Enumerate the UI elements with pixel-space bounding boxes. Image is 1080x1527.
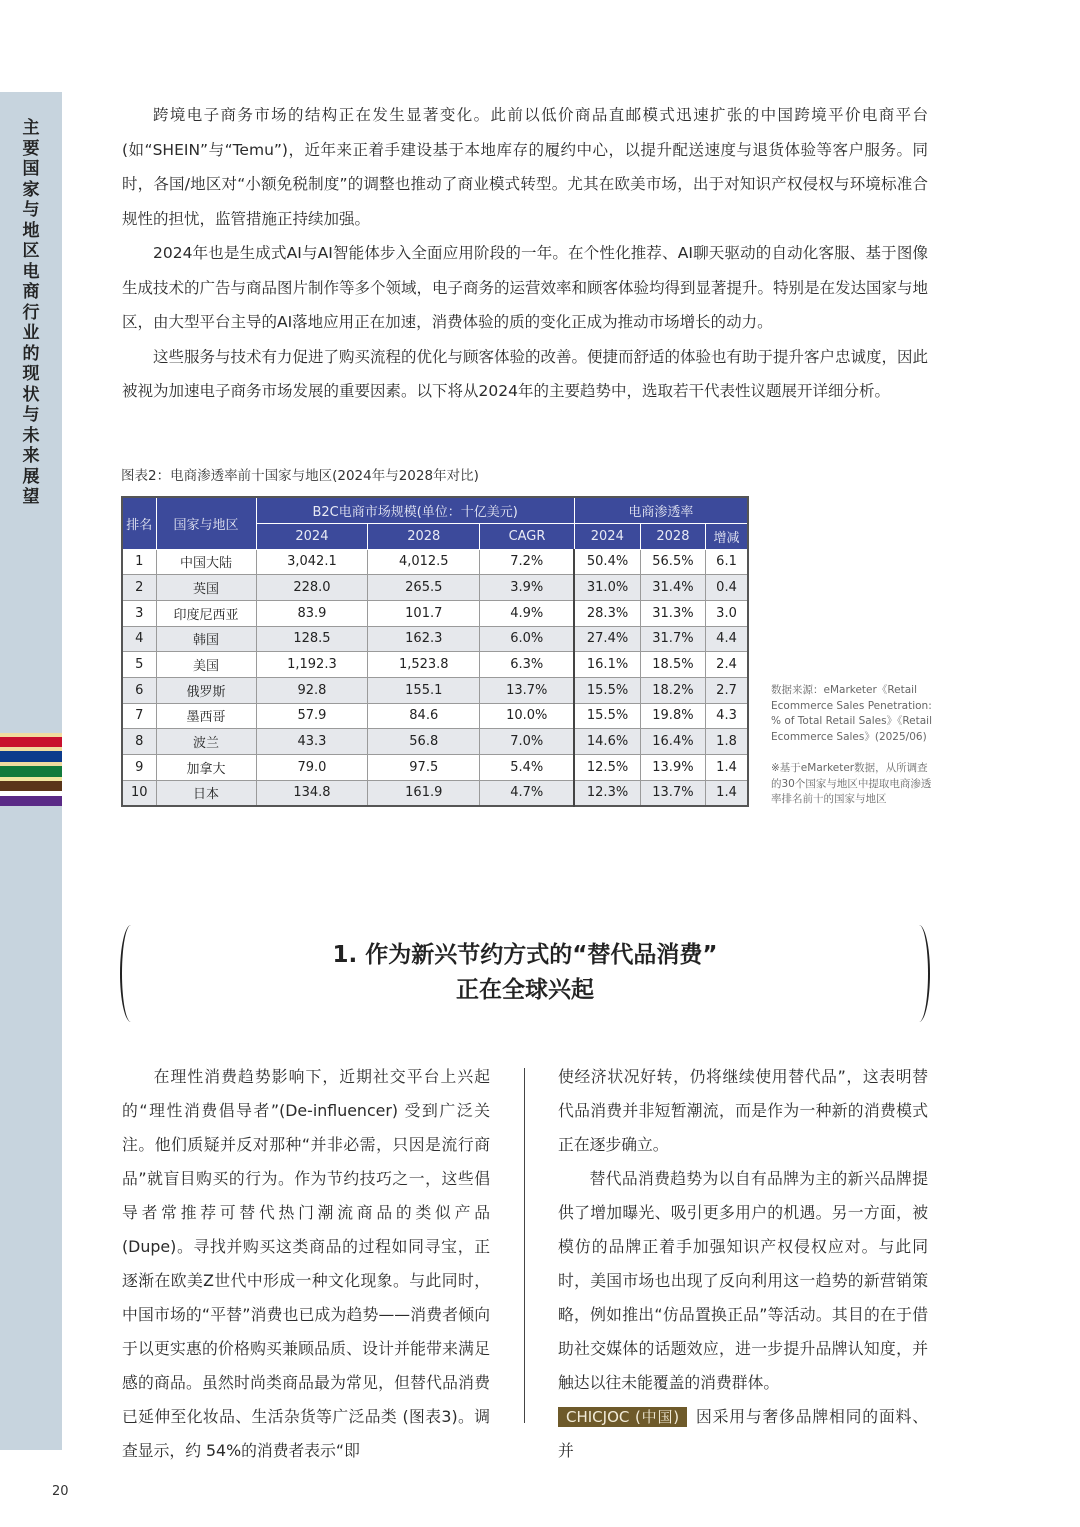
table-cell: 英国 <box>156 575 256 601</box>
table-cell: 50.4% <box>574 549 640 575</box>
table-cell: 0.4 <box>706 575 748 601</box>
page-number: 20 <box>52 1484 69 1499</box>
table-cell: 14.6% <box>574 729 640 755</box>
table-cell: 墨西哥 <box>156 703 256 729</box>
table-cell: 12.5% <box>574 755 640 781</box>
table-cell: 10 <box>122 780 156 806</box>
table-cell: 1.4 <box>706 755 748 781</box>
header-change: 增减 <box>706 523 748 549</box>
table-cell: 27.4% <box>574 626 640 652</box>
table-row <box>122 652 748 678</box>
stripe-brown <box>0 781 62 791</box>
header-region: 国家与地区 <box>156 497 256 549</box>
table-row <box>122 575 748 601</box>
section-title <box>120 938 930 1008</box>
table-cell: 84.6 <box>368 703 480 729</box>
sidebar-title: 主要国家与地区电商行业的现状与未来展望 <box>22 118 40 507</box>
table-cell: 加拿大 <box>156 755 256 781</box>
table-cell: 3.0 <box>706 600 748 626</box>
table-cell: 1,192.3 <box>256 652 368 678</box>
header-cagr: CAGR <box>480 523 575 549</box>
table-row <box>122 549 748 575</box>
table-cell: 8 <box>122 729 156 755</box>
header-2028: 2028 <box>368 523 480 549</box>
table-cell: 57.9 <box>256 703 368 729</box>
table-row <box>122 626 748 652</box>
table-cell: 28.3% <box>574 600 640 626</box>
table-cell: 16.4% <box>640 729 705 755</box>
table-row <box>122 600 748 626</box>
table-cell: 155.1 <box>368 677 480 703</box>
table-cell: 83.9 <box>256 600 368 626</box>
table-cell: 56.5% <box>640 549 705 575</box>
source-note: 数据来源：eMarketer《Retail Ecommerce Sales Penetration: % of Total Retail Sales》《Retail Ecommerce Sales》(2025/06) <box>771 684 933 743</box>
header-p2024: 2024 <box>574 523 640 549</box>
table-cell: 43.3 <box>256 729 368 755</box>
table-cell: 5.4% <box>480 755 575 781</box>
stripe-purple <box>0 796 62 806</box>
paragraph: 在理性消费趋势影响下，近期社交平台上兴起的“理性消费倡导者”(De-influencer) 受到广泛关注。他们质疑并反对那种“并非必需，只因是流行商品”就盲目购买的行为。作为节约技巧之一，这些倡导者常推荐可替代热门潮流商品的类似产品(Dupe)。寻找并购买这类商品的过程如同寻宝，正逐渐在欧美Z世代中形成一种文化现象。与此同时，中国市场的“平替”消费也已成为趋势——消费者倾向于以更实惠的价格购买兼顾品质、设计并能带来满足感的商品。虽然时尚类商品最为常见，但替代品消费已延伸至化妆品、生活杂货等广泛品类 (图表3)。调查显示，约 54%的消费者表示“即 <box>122 1067 490 1460</box>
table-cell: 31.4% <box>640 575 705 601</box>
table-cell: 4.9% <box>480 600 575 626</box>
table-cell: 2.7 <box>706 677 748 703</box>
table-caption: 图表2：电商渗透率前十国家与地区(2024年与2028年对比) <box>121 468 479 484</box>
table-cell: 6 <box>122 677 156 703</box>
table-cell: 31.0% <box>574 575 640 601</box>
table-cell: 10.0% <box>480 703 575 729</box>
table-cell: 18.5% <box>640 652 705 678</box>
paragraph: 替代品消费趋势为以自有品牌为主的新兴品牌提供了增加曝光、吸引更多用户的机遇。另一方面，被模仿的品牌正着手加强知识产权侵权应对。与此同时，美国市场也出现了反向利用这一趋势的新营销策略，例如推出“仿品置换正品”等活动。其目的在于借助社交媒体的话题效应，进一步提升品牌认知度，并触达以往未能覆盖的消费群体。 <box>558 1169 928 1392</box>
table-row <box>122 677 748 703</box>
stripe-blue <box>0 751 62 762</box>
table-cell: 俄罗斯 <box>156 677 256 703</box>
table-cell: 9 <box>122 755 156 781</box>
table-cell: 228.0 <box>256 575 368 601</box>
header-rank: 排名 <box>122 497 156 549</box>
paragraph: 因采用与奢侈品牌相同的面料、并 <box>558 1407 928 1460</box>
table-cell: 7 <box>122 703 156 729</box>
table-cell: 1 <box>122 549 156 575</box>
table-cell: 13.7% <box>480 677 575 703</box>
table-cell: 4.4 <box>706 626 748 652</box>
table-cell: 中国大陆 <box>156 549 256 575</box>
paragraph: 跨境电子商务市场的结构正在发生显著变化。此前以低价商品直邮模式迅速扩张的中国跨境平价电商平台(如“SHEIN”与“Temu”)，近年来正着手建设基于本地库存的履约中心，以提升配送速度与退货体验等客户服务。同时，各国/地区对“小额免税制度”的调整也推动了商业模式转型。尤其在欧美市场，出于对知识产权侵权与环境标准合规性的担忧，监管措施正持续加强。 <box>122 106 928 228</box>
table-cell: 4 <box>122 626 156 652</box>
header-2024: 2024 <box>256 523 368 549</box>
stripe-red <box>0 737 62 747</box>
table-cell: 4.3 <box>706 703 748 729</box>
table-cell: 15.5% <box>574 677 640 703</box>
table-cell: 265.5 <box>368 575 480 601</box>
table-cell: 2.4 <box>706 652 748 678</box>
intro-text <box>122 98 928 409</box>
paragraph: 使经济状况好转，仍将继续使用替代品”，这表明替代品消费并非短暂潮流，而是作为一种新的消费模式正在逐步确立。 <box>558 1067 928 1154</box>
section-title-line1: 1. 作为新兴节约方式的“替代品消费” <box>332 942 718 968</box>
table-cell: 6.0% <box>480 626 575 652</box>
table-cell: 15.5% <box>574 703 640 729</box>
table-cell: 3.9% <box>480 575 575 601</box>
table-cell: 134.8 <box>256 780 368 806</box>
brand-tag: CHICJOC (中国) <box>558 1407 687 1427</box>
table-cell: 美国 <box>156 652 256 678</box>
body-left-column <box>122 1060 490 1468</box>
table-cell: 4.7% <box>480 780 575 806</box>
table-row <box>122 729 748 755</box>
table-cell: 1,523.8 <box>368 652 480 678</box>
table-cell: 162.3 <box>368 626 480 652</box>
table-cell: 79.0 <box>256 755 368 781</box>
section-heading <box>120 925 930 1022</box>
table-cell: 13.9% <box>640 755 705 781</box>
table-cell: 161.9 <box>368 780 480 806</box>
table-cell: 128.5 <box>256 626 368 652</box>
table-cell: 3 <box>122 600 156 626</box>
table-cell: 韩国 <box>156 626 256 652</box>
table-cell: 101.7 <box>368 600 480 626</box>
paragraph: 2024年也是生成式AI与AI智能体步入全面应用阶段的一年。在个性化推荐、AI聊天驱动的自动化客服、基于图像生成技术的广告与商品图片制作等多个领域，电子商务的运营效率和顾客体验均得到显著提升。特别是在发达国家与地区，由大型平台主导的AI落地应用正在加速，消费体验的质的变化正成为推动市场增长的动力。 <box>122 244 929 331</box>
table-cell: 56.8 <box>368 729 480 755</box>
header-market: B2C电商市场规模(单位：十亿美元) <box>256 497 574 523</box>
table-cell: 7.0% <box>480 729 575 755</box>
header-p2028: 2028 <box>640 523 705 549</box>
penetration-table <box>121 496 749 807</box>
table-cell: 印度尼西亚 <box>156 600 256 626</box>
table-cell: 2 <box>122 575 156 601</box>
table-cell: 12.3% <box>574 780 640 806</box>
table-cell: 波兰 <box>156 729 256 755</box>
table-cell: 7.2% <box>480 549 575 575</box>
table-row <box>122 703 748 729</box>
table-cell: 日本 <box>156 780 256 806</box>
table-cell: 31.3% <box>640 600 705 626</box>
section-title-line2: 正在全球兴起 <box>456 977 594 1003</box>
table-row <box>122 755 748 781</box>
header-penetration: 电商渗透率 <box>574 497 748 523</box>
table-cell: 92.8 <box>256 677 368 703</box>
table-cell: 1.8 <box>706 729 748 755</box>
stripe-green <box>0 766 62 777</box>
table-cell: 1.4 <box>706 780 748 806</box>
table-cell: 6.3% <box>480 652 575 678</box>
table-row <box>122 780 748 806</box>
column-divider <box>524 1068 525 1423</box>
table-cell: 4,012.5 <box>368 549 480 575</box>
body-right-column <box>558 1060 928 1468</box>
paragraph: 这些服务与技术有力促进了购买流程的优化与顾客体验的改善。便捷而舒适的体验也有助于提升客户忠诚度，因此被视为加速电子商务市场发展的重要因素。以下将从2024年的主要趋势中，选取若干代表性议题展开详细分析。 <box>122 347 929 400</box>
table-cell: 18.2% <box>640 677 705 703</box>
table-cell: 3,042.1 <box>256 549 368 575</box>
table-cell: 97.5 <box>368 755 480 781</box>
footnote: ※基于eMarketer数据，从所调查的30个国家与地区中提取电商渗透率排名前十的国家与地区 <box>771 762 932 805</box>
table-cell: 19.8% <box>640 703 705 729</box>
table-cell: 13.7% <box>640 780 705 806</box>
table-cell: 31.7% <box>640 626 705 652</box>
table-cell: 16.1% <box>574 652 640 678</box>
table-cell: 6.1 <box>706 549 748 575</box>
table-cell: 5 <box>122 652 156 678</box>
